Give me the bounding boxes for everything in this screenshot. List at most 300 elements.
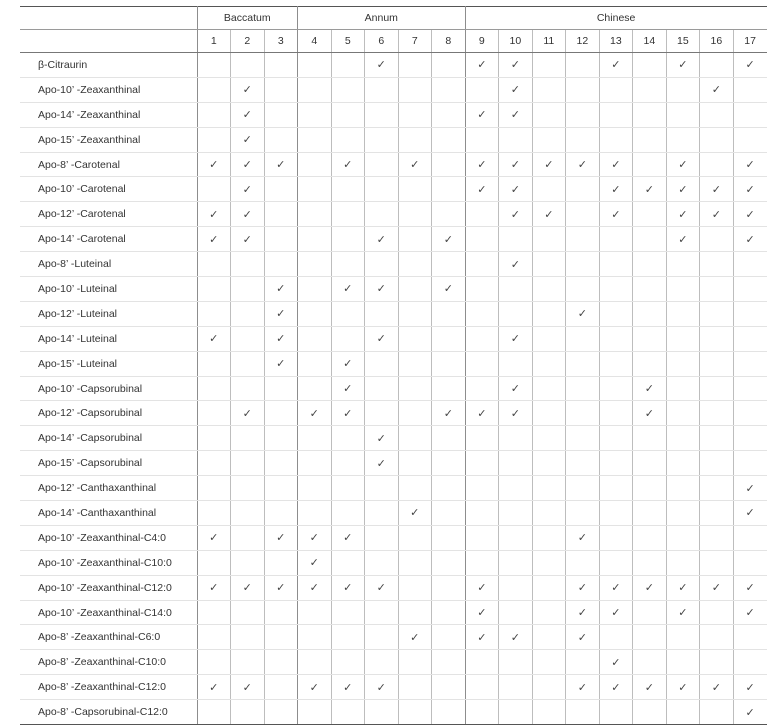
empty-cell bbox=[499, 301, 533, 326]
empty-cell bbox=[532, 550, 566, 575]
compound-name-cell: β-Citraurin bbox=[20, 53, 197, 78]
empty-cell bbox=[700, 53, 734, 78]
check-mark-cell: ✓ bbox=[499, 326, 533, 351]
table-row bbox=[20, 277, 767, 302]
empty-cell bbox=[432, 575, 466, 600]
check-mark-cell: ✓ bbox=[499, 376, 533, 401]
empty-cell bbox=[197, 277, 231, 302]
compound-name-cell: Apo-15’ -Zeaxanthinal bbox=[20, 127, 197, 152]
empty-cell bbox=[264, 625, 298, 650]
empty-cell bbox=[666, 127, 700, 152]
empty-cell bbox=[633, 600, 667, 625]
empty-cell bbox=[231, 625, 265, 650]
check-mark-cell: ✓ bbox=[566, 525, 600, 550]
check-mark-cell: ✓ bbox=[566, 152, 600, 177]
empty-cell bbox=[298, 351, 332, 376]
compound-name-cell: Apo-14’ -Capsorubinal bbox=[20, 426, 197, 451]
table-row bbox=[20, 451, 767, 476]
empty-cell bbox=[700, 102, 734, 127]
table-row bbox=[20, 476, 767, 501]
empty-cell bbox=[398, 550, 432, 575]
empty-cell bbox=[566, 227, 600, 252]
empty-cell bbox=[532, 625, 566, 650]
empty-cell bbox=[532, 127, 566, 152]
check-mark-cell: ✓ bbox=[264, 152, 298, 177]
compound-name-cell: Apo-10’ -Zeaxanthinal-C4:0 bbox=[20, 525, 197, 550]
check-mark-cell: ✓ bbox=[733, 177, 767, 202]
sample-column-header: 8 bbox=[432, 30, 466, 53]
table-row bbox=[20, 77, 767, 102]
empty-cell bbox=[566, 102, 600, 127]
empty-cell bbox=[532, 476, 566, 501]
check-mark-cell: ✓ bbox=[566, 600, 600, 625]
check-mark-cell: ✓ bbox=[298, 550, 332, 575]
species-group-header-row bbox=[20, 7, 767, 30]
empty-cell bbox=[700, 127, 734, 152]
empty-cell bbox=[398, 351, 432, 376]
header-name-cell bbox=[20, 30, 197, 53]
compound-name-cell: Apo-10’ -Zeaxanthinal bbox=[20, 77, 197, 102]
empty-cell bbox=[432, 476, 466, 501]
table-row bbox=[20, 301, 767, 326]
check-mark-cell: ✓ bbox=[465, 53, 499, 78]
empty-cell bbox=[733, 650, 767, 675]
empty-cell bbox=[264, 501, 298, 526]
empty-cell bbox=[398, 227, 432, 252]
empty-cell bbox=[365, 600, 399, 625]
check-mark-cell: ✓ bbox=[599, 177, 633, 202]
empty-cell bbox=[298, 152, 332, 177]
empty-cell bbox=[432, 675, 466, 700]
empty-cell bbox=[197, 127, 231, 152]
empty-cell bbox=[197, 401, 231, 426]
empty-cell bbox=[398, 277, 432, 302]
check-mark-cell: ✓ bbox=[432, 401, 466, 426]
empty-cell bbox=[465, 277, 499, 302]
check-mark-cell: ✓ bbox=[633, 376, 667, 401]
check-mark-cell: ✓ bbox=[231, 177, 265, 202]
check-mark-cell: ✓ bbox=[532, 152, 566, 177]
check-mark-cell: ✓ bbox=[264, 301, 298, 326]
empty-cell bbox=[733, 277, 767, 302]
check-mark-cell: ✓ bbox=[666, 675, 700, 700]
empty-cell bbox=[398, 326, 432, 351]
empty-cell bbox=[532, 376, 566, 401]
empty-cell bbox=[599, 451, 633, 476]
empty-cell bbox=[599, 252, 633, 277]
empty-cell bbox=[298, 376, 332, 401]
check-mark-cell: ✓ bbox=[465, 625, 499, 650]
empty-cell bbox=[432, 600, 466, 625]
empty-cell bbox=[331, 177, 365, 202]
compound-name-cell: Apo-10’ -Capsorubinal bbox=[20, 376, 197, 401]
empty-cell bbox=[432, 53, 466, 78]
check-mark-cell: ✓ bbox=[331, 401, 365, 426]
empty-cell bbox=[298, 277, 332, 302]
empty-cell bbox=[532, 277, 566, 302]
sample-column-header: 13 bbox=[599, 30, 633, 53]
check-mark-cell: ✓ bbox=[599, 202, 633, 227]
check-mark-cell: ✓ bbox=[231, 152, 265, 177]
compound-name-cell: Apo-12’ -Canthaxanthinal bbox=[20, 476, 197, 501]
empty-cell bbox=[532, 227, 566, 252]
compound-name-cell: Apo-12’ -Luteinal bbox=[20, 301, 197, 326]
check-mark-cell: ✓ bbox=[666, 227, 700, 252]
empty-cell bbox=[231, 53, 265, 78]
empty-cell bbox=[331, 625, 365, 650]
empty-cell bbox=[700, 401, 734, 426]
empty-cell bbox=[666, 351, 700, 376]
check-mark-cell: ✓ bbox=[733, 501, 767, 526]
compound-name-cell: Apo-14’ -Luteinal bbox=[20, 326, 197, 351]
empty-cell bbox=[231, 550, 265, 575]
empty-cell bbox=[398, 202, 432, 227]
compound-name-cell: Apo-14’ -Zeaxanthinal bbox=[20, 102, 197, 127]
empty-cell bbox=[733, 625, 767, 650]
empty-cell bbox=[499, 351, 533, 376]
empty-cell bbox=[700, 376, 734, 401]
check-mark-cell: ✓ bbox=[666, 600, 700, 625]
empty-cell bbox=[197, 501, 231, 526]
empty-cell bbox=[499, 675, 533, 700]
empty-cell bbox=[298, 252, 332, 277]
table-row bbox=[20, 152, 767, 177]
check-mark-cell: ✓ bbox=[331, 277, 365, 302]
empty-cell bbox=[432, 252, 466, 277]
empty-cell bbox=[599, 501, 633, 526]
empty-cell bbox=[666, 625, 700, 650]
table-row bbox=[20, 53, 767, 78]
empty-cell bbox=[231, 426, 265, 451]
empty-cell bbox=[398, 575, 432, 600]
check-mark-cell: ✓ bbox=[499, 401, 533, 426]
empty-cell bbox=[264, 53, 298, 78]
empty-cell bbox=[432, 202, 466, 227]
compound-name-cell: Apo-10’ -Luteinal bbox=[20, 277, 197, 302]
empty-cell bbox=[599, 376, 633, 401]
empty-cell bbox=[733, 252, 767, 277]
sample-column-header: 12 bbox=[566, 30, 600, 53]
empty-cell bbox=[465, 127, 499, 152]
table-row bbox=[20, 351, 767, 376]
check-mark-cell: ✓ bbox=[666, 53, 700, 78]
empty-cell bbox=[532, 451, 566, 476]
check-mark-cell: ✓ bbox=[666, 202, 700, 227]
empty-cell bbox=[733, 127, 767, 152]
empty-cell bbox=[432, 301, 466, 326]
empty-cell bbox=[633, 476, 667, 501]
table-row bbox=[20, 252, 767, 277]
check-mark-cell: ✓ bbox=[633, 401, 667, 426]
empty-cell bbox=[499, 525, 533, 550]
empty-cell bbox=[432, 525, 466, 550]
empty-cell bbox=[566, 501, 600, 526]
check-mark-cell: ✓ bbox=[331, 575, 365, 600]
check-mark-cell: ✓ bbox=[298, 675, 332, 700]
empty-cell bbox=[633, 326, 667, 351]
empty-cell bbox=[365, 177, 399, 202]
sample-column-header: 4 bbox=[298, 30, 332, 53]
empty-cell bbox=[432, 501, 466, 526]
empty-cell bbox=[298, 177, 332, 202]
empty-cell bbox=[733, 351, 767, 376]
empty-cell bbox=[398, 252, 432, 277]
check-mark-cell: ✓ bbox=[264, 277, 298, 302]
empty-cell bbox=[532, 177, 566, 202]
empty-cell bbox=[666, 277, 700, 302]
check-mark-cell: ✓ bbox=[365, 451, 399, 476]
empty-cell bbox=[499, 227, 533, 252]
empty-cell bbox=[700, 277, 734, 302]
empty-cell bbox=[365, 351, 399, 376]
empty-cell bbox=[398, 426, 432, 451]
empty-cell bbox=[197, 451, 231, 476]
empty-cell bbox=[465, 227, 499, 252]
empty-cell bbox=[331, 600, 365, 625]
table-row bbox=[20, 202, 767, 227]
check-mark-cell: ✓ bbox=[398, 152, 432, 177]
check-mark-cell: ✓ bbox=[465, 575, 499, 600]
sample-column-header: 14 bbox=[633, 30, 667, 53]
empty-cell bbox=[298, 650, 332, 675]
check-mark-cell: ✓ bbox=[700, 77, 734, 102]
empty-cell bbox=[231, 501, 265, 526]
empty-cell bbox=[633, 127, 667, 152]
header-blank-cell bbox=[20, 7, 197, 30]
sample-column-header: 3 bbox=[264, 30, 298, 53]
empty-cell bbox=[331, 227, 365, 252]
sample-column-header: 10 bbox=[499, 30, 533, 53]
empty-cell bbox=[532, 675, 566, 700]
empty-cell bbox=[599, 426, 633, 451]
sample-column-header: 7 bbox=[398, 30, 432, 53]
compound-name-cell: Apo-8’ -Zeaxanthinal-C12:0 bbox=[20, 675, 197, 700]
empty-cell bbox=[465, 301, 499, 326]
compound-name-cell: Apo-8’ -Zeaxanthinal-C10:0 bbox=[20, 650, 197, 675]
empty-cell bbox=[331, 451, 365, 476]
check-mark-cell: ✓ bbox=[733, 227, 767, 252]
empty-cell bbox=[700, 252, 734, 277]
empty-cell bbox=[666, 650, 700, 675]
empty-cell bbox=[532, 401, 566, 426]
check-mark-cell: ✓ bbox=[700, 575, 734, 600]
empty-cell bbox=[398, 102, 432, 127]
empty-cell bbox=[264, 252, 298, 277]
table-row bbox=[20, 650, 767, 675]
check-mark-cell: ✓ bbox=[599, 575, 633, 600]
empty-cell bbox=[231, 451, 265, 476]
empty-cell bbox=[231, 600, 265, 625]
empty-cell bbox=[700, 351, 734, 376]
empty-cell bbox=[599, 77, 633, 102]
check-mark-cell: ✓ bbox=[231, 127, 265, 152]
empty-cell bbox=[666, 77, 700, 102]
empty-cell bbox=[432, 77, 466, 102]
sample-number-header-row bbox=[20, 30, 767, 53]
empty-cell bbox=[197, 426, 231, 451]
empty-cell bbox=[264, 202, 298, 227]
empty-cell bbox=[465, 650, 499, 675]
sample-column-header: 16 bbox=[700, 30, 734, 53]
empty-cell bbox=[566, 451, 600, 476]
table-row bbox=[20, 127, 767, 152]
empty-cell bbox=[700, 152, 734, 177]
check-mark-cell: ✓ bbox=[499, 77, 533, 102]
check-mark-cell: ✓ bbox=[197, 202, 231, 227]
check-mark-cell: ✓ bbox=[197, 227, 231, 252]
empty-cell bbox=[365, 127, 399, 152]
check-mark-cell: ✓ bbox=[599, 53, 633, 78]
empty-cell bbox=[398, 451, 432, 476]
empty-cell bbox=[465, 451, 499, 476]
empty-cell bbox=[499, 476, 533, 501]
empty-cell bbox=[197, 625, 231, 650]
check-mark-cell: ✓ bbox=[197, 575, 231, 600]
empty-cell bbox=[197, 53, 231, 78]
check-mark-cell: ✓ bbox=[566, 675, 600, 700]
check-mark-cell: ✓ bbox=[700, 202, 734, 227]
empty-cell bbox=[331, 252, 365, 277]
empty-cell bbox=[733, 401, 767, 426]
check-mark-cell: ✓ bbox=[365, 277, 399, 302]
empty-cell bbox=[365, 625, 399, 650]
table-row bbox=[20, 625, 767, 650]
compound-name-cell: Apo-14’ -Canthaxanthinal bbox=[20, 501, 197, 526]
empty-cell bbox=[700, 600, 734, 625]
empty-cell bbox=[700, 301, 734, 326]
check-mark-cell: ✓ bbox=[633, 675, 667, 700]
sample-column-header: 9 bbox=[465, 30, 499, 53]
empty-cell bbox=[398, 525, 432, 550]
sample-column-header: 2 bbox=[231, 30, 265, 53]
sample-column-header: 1 bbox=[197, 30, 231, 53]
check-mark-cell: ✓ bbox=[365, 53, 399, 78]
empty-cell bbox=[298, 301, 332, 326]
empty-cell bbox=[365, 550, 399, 575]
empty-cell bbox=[264, 675, 298, 700]
empty-cell bbox=[398, 650, 432, 675]
empty-cell bbox=[733, 376, 767, 401]
empty-cell bbox=[700, 476, 734, 501]
empty-cell bbox=[733, 550, 767, 575]
empty-cell bbox=[733, 102, 767, 127]
check-mark-cell: ✓ bbox=[398, 501, 432, 526]
empty-cell bbox=[566, 53, 600, 78]
empty-cell bbox=[733, 451, 767, 476]
empty-cell bbox=[398, 376, 432, 401]
table-row bbox=[20, 401, 767, 426]
compound-name-cell: Apo-12’ -Capsorubinal bbox=[20, 401, 197, 426]
check-mark-cell: ✓ bbox=[599, 675, 633, 700]
empty-cell bbox=[566, 252, 600, 277]
empty-cell bbox=[432, 625, 466, 650]
check-mark-cell: ✓ bbox=[264, 326, 298, 351]
check-mark-cell: ✓ bbox=[197, 326, 231, 351]
check-mark-cell: ✓ bbox=[298, 401, 332, 426]
empty-cell bbox=[566, 127, 600, 152]
empty-cell bbox=[733, 326, 767, 351]
empty-cell bbox=[264, 600, 298, 625]
empty-cell bbox=[197, 600, 231, 625]
empty-cell bbox=[231, 650, 265, 675]
empty-cell bbox=[231, 376, 265, 401]
empty-cell bbox=[499, 550, 533, 575]
check-mark-cell: ✓ bbox=[231, 227, 265, 252]
check-mark-cell: ✓ bbox=[499, 102, 533, 127]
empty-cell bbox=[432, 451, 466, 476]
empty-cell bbox=[532, 351, 566, 376]
empty-cell bbox=[566, 426, 600, 451]
table-row bbox=[20, 376, 767, 401]
check-mark-cell: ✓ bbox=[331, 376, 365, 401]
empty-cell bbox=[197, 252, 231, 277]
check-mark-cell: ✓ bbox=[700, 675, 734, 700]
check-mark-cell: ✓ bbox=[197, 525, 231, 550]
empty-cell bbox=[532, 600, 566, 625]
empty-cell bbox=[398, 600, 432, 625]
check-mark-cell: ✓ bbox=[733, 700, 767, 725]
empty-cell bbox=[566, 326, 600, 351]
empty-cell bbox=[398, 53, 432, 78]
empty-cell bbox=[264, 451, 298, 476]
empty-cell bbox=[599, 301, 633, 326]
empty-cell bbox=[633, 301, 667, 326]
empty-cell bbox=[331, 301, 365, 326]
empty-cell bbox=[633, 351, 667, 376]
check-mark-cell: ✓ bbox=[465, 600, 499, 625]
empty-cell bbox=[633, 550, 667, 575]
check-mark-cell: ✓ bbox=[197, 675, 231, 700]
empty-cell bbox=[331, 102, 365, 127]
sample-column-header: 11 bbox=[532, 30, 566, 53]
empty-cell bbox=[331, 202, 365, 227]
check-mark-cell: ✓ bbox=[231, 102, 265, 127]
empty-cell bbox=[666, 476, 700, 501]
empty-cell bbox=[633, 77, 667, 102]
empty-cell bbox=[666, 525, 700, 550]
check-mark-cell: ✓ bbox=[231, 401, 265, 426]
empty-cell bbox=[365, 152, 399, 177]
empty-cell bbox=[331, 77, 365, 102]
empty-cell bbox=[264, 102, 298, 127]
empty-cell bbox=[298, 53, 332, 78]
table-row bbox=[20, 675, 767, 700]
empty-cell bbox=[700, 625, 734, 650]
empty-cell bbox=[465, 501, 499, 526]
empty-cell bbox=[264, 227, 298, 252]
empty-cell bbox=[398, 77, 432, 102]
carotenoid-presence-table bbox=[20, 6, 767, 725]
empty-cell bbox=[599, 525, 633, 550]
empty-cell bbox=[264, 177, 298, 202]
empty-cell bbox=[365, 376, 399, 401]
check-mark-cell: ✓ bbox=[599, 650, 633, 675]
empty-cell bbox=[599, 401, 633, 426]
empty-cell bbox=[633, 650, 667, 675]
empty-cell bbox=[499, 650, 533, 675]
compound-name-cell: Apo-10’ -Carotenal bbox=[20, 177, 197, 202]
empty-cell bbox=[499, 451, 533, 476]
empty-cell bbox=[499, 277, 533, 302]
empty-cell bbox=[700, 426, 734, 451]
compound-name-cell: Apo-15’ -Luteinal bbox=[20, 351, 197, 376]
empty-cell bbox=[231, 277, 265, 302]
empty-cell bbox=[365, 77, 399, 102]
empty-cell bbox=[398, 301, 432, 326]
compound-name-cell: Apo-14’ -Carotenal bbox=[20, 227, 197, 252]
empty-cell bbox=[298, 600, 332, 625]
empty-cell bbox=[532, 53, 566, 78]
